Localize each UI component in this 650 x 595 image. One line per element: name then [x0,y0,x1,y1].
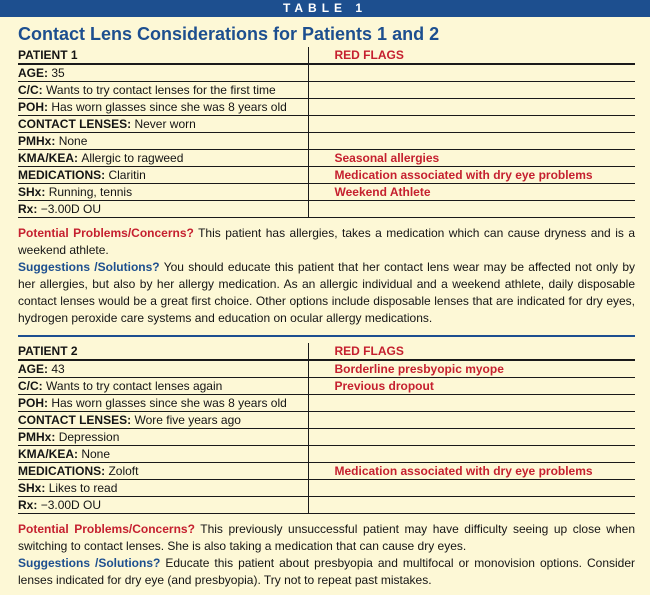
row-label: POH: [18,396,48,410]
problems-text: This patient has allergies, takes a medication which can cause dryness and is a weekend athlete. [18,226,635,257]
table-row [18,184,635,201]
table-row [18,446,635,463]
solutions-label: Suggestions /Solutions? [18,260,160,274]
table-row [18,64,635,82]
row-label: C/C: [18,83,43,97]
row-value: −3.00D OU [40,498,102,512]
flag-cell [308,395,635,412]
row-value: Claritin [108,168,146,182]
table-row [18,378,635,395]
solutions-paragraph [18,259,635,327]
table-row [18,395,635,412]
table-row [18,116,635,133]
info-cell [18,497,308,514]
flag-cell: Previous dropout [308,378,635,395]
row-label: Rx: [18,498,38,512]
problems-label: Potential Problems/Concerns? [18,522,195,536]
row-label: C/C: [18,379,43,393]
row-label: MEDICATIONS: [18,168,106,182]
info-cell [18,378,308,395]
row-label: SHx: [18,185,46,199]
row-value: Wants to try contact lenses for the first time [46,83,276,97]
row-label: AGE: [18,66,48,80]
table-row [18,99,635,116]
flag-cell [308,497,635,514]
info-cell [18,412,308,429]
problems-label: Potential Problems/Concerns? [18,226,194,240]
row-value: Has worn glasses since she was 8 years old [51,396,287,410]
row-value: Wants to try contact lenses again [46,379,223,393]
row-value: Likes to read [48,481,118,495]
table-row [18,167,635,184]
red-flags-header: RED FLAGS [308,343,635,360]
patient-header: PATIENT 2 [18,343,308,360]
table-row [18,360,635,378]
info-cell [18,395,308,412]
info-cell [18,167,308,184]
row-value: Wore five years ago [134,413,241,427]
flag-cell [308,429,635,446]
flag-cell [308,201,635,218]
flag-cell [308,133,635,150]
info-cell [18,184,308,201]
red-flags-header: RED FLAGS [308,47,635,64]
info-cell [18,429,308,446]
row-value: 43 [51,362,65,376]
row-label: POH: [18,100,48,114]
row-value: None [81,447,111,461]
info-cell [18,64,308,82]
flag-cell [308,82,635,99]
row-value: −3.00D OU [40,202,102,216]
info-cell [18,463,308,480]
info-cell [18,133,308,150]
solutions-label: Suggestions /Solutions? [18,556,161,570]
flag-cell [308,116,635,133]
table-row [18,412,635,429]
row-label: CONTACT LENSES: [18,413,132,427]
info-cell [18,116,308,133]
problems-paragraph [18,225,635,259]
row-value: 35 [51,66,65,80]
patient-2-table [18,343,635,514]
info-cell [18,360,308,378]
table-row [18,429,635,446]
flag-cell [308,480,635,497]
row-value: Zoloft [108,464,139,478]
row-label: MEDICATIONS: [18,464,106,478]
patient-1-table [18,47,635,218]
row-label: PMHx: [18,134,56,148]
row-value: Has worn glasses since she was 8 years old [51,100,287,114]
patient-1-section [18,47,635,218]
info-cell [18,201,308,218]
section-divider [18,335,635,337]
flag-cell: Medication associated with dry eye problems [308,463,635,480]
row-label: CONTACT LENSES: [18,117,132,131]
row-label: Rx: [18,202,38,216]
table-header-row [18,343,635,360]
table-row [18,133,635,150]
row-value: Running, tennis [48,185,133,199]
problems-text: This previously unsuccessful patient may have difficulty seeing up close when switching to contact lenses. She is also taking a medication that can cause dry eyes. [18,522,635,553]
patient-2-notes [18,521,635,589]
row-value: Never worn [134,117,196,131]
solutions-text: Educate this patient about presbyopia and multifocal or monovision options. Consider lenses indicated for dry eye (and presbyopia). Try not to repeat past mistakes. [18,556,636,587]
row-value: Allergic to ragweed [81,151,184,165]
table-banner: TABLE 1 [0,0,650,17]
flag-cell: Weekend Athlete [308,184,635,201]
flag-cell: Borderline presbyopic myope [308,360,635,378]
flag-cell [308,64,635,82]
row-label: KMA/KEA: [18,151,78,165]
info-cell [18,446,308,463]
patient-header: PATIENT 1 [18,47,308,64]
flag-cell [308,446,635,463]
problems-paragraph [18,521,635,555]
table-row [18,497,635,514]
solutions-text: You should educate this patient that her contact lens wear may be affected not only by her allergies, but also by her allergy medication. As an allergic individual and a weekend athlete, daily disposable contact lenses would be a great first choice. Other options include disposable lenses that are indicated for dry eyes, hydrogen peroxide care systems and education on ocular allergy medications. [18,260,635,325]
table-header-row [18,47,635,64]
flag-cell: Seasonal allergies [308,150,635,167]
table-row [18,82,635,99]
row-value: Depression [58,430,120,444]
row-label: PMHx: [18,430,56,444]
table-row [18,463,635,480]
info-cell [18,480,308,497]
solutions-paragraph [18,555,635,589]
patient-1-notes [18,225,635,327]
info-cell [18,150,308,167]
row-value: None [58,134,88,148]
flag-cell: Medication associated with dry eye problems [308,167,635,184]
flag-cell [308,412,635,429]
table-row [18,150,635,167]
info-cell [18,82,308,99]
flag-cell [308,99,635,116]
row-label: KMA/KEA: [18,447,78,461]
row-label: AGE: [18,362,48,376]
patient-2-section [18,343,635,514]
page-title: Contact Lens Considerations for Patients 1 and 2 [18,24,440,44]
row-label: SHx: [18,481,46,495]
info-cell [18,99,308,116]
table-row [18,480,635,497]
table-row [18,201,635,218]
